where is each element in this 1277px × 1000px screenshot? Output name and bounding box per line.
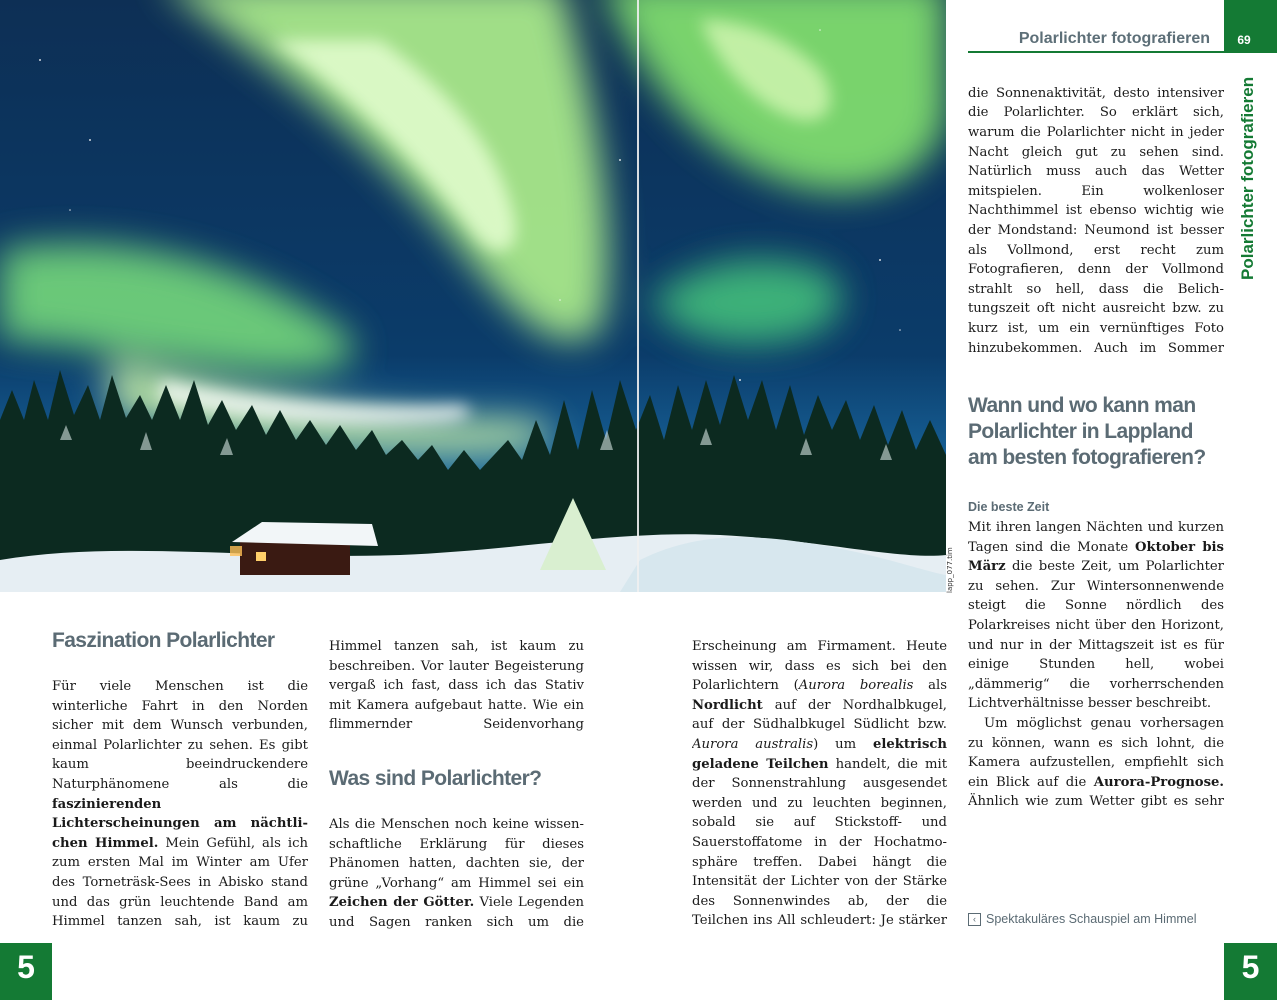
- paragraph-continued: Erscheinung am Firmament. Heute wissen wir, dass es sich bei den Polarlichtern (Aurora borealis als Nordlicht auf der Nordhalbkugel, auf der Südhalbkugel Südlicht bzw. Aurora australis) um elektrisch geladene Teilchen handelt, die mit der Sonnenstrahlung ausgesendet werden und zu leuchten beginnen, sobald sie auf Stickstoff- und Sauerstoffatome in der Hochatmosphäre treffen. Dabei hängt die Intensität der Lichter von der Stärke des Sonnenwindes ab, der die Teilchen ins All schleudert: Je stärker: [692, 638, 947, 929]
- column-2-bottom: [329, 815, 584, 933]
- column-3: [692, 637, 947, 933]
- header-rule: [968, 51, 1224, 53]
- paragraph: Als die Menschen noch keine wissenschaftliche Erklärung für dieses Phänomen hatten, dachten sie, der grüne „Vorhang“ am Himmel sei ein Zeichen der Götter. Viele Legenden und Sagen ranken sich um die: [329, 817, 584, 930]
- photo-arrow-icon: ‹: [968, 913, 981, 926]
- running-title: Polarlichter fotografieren: [1018, 30, 1210, 47]
- chapter-number: 5: [1241, 949, 1260, 985]
- paragraph: Mit ihren langen Nächten und kurzen Tagen sind die Monate Oktober bis März die beste Zeit, um Polarlichter zu sehen. Zur Wintersonnenwende steigt die Sonne nördlich des Polarkreises nicht über den Horizont, und nur in der Mittagszeit ist es für einige Stunden hell, wobei „dämmerig“ die vorherrschenden Lichtverhältnisse besser beschreibt.: [968, 520, 1224, 712]
- chapter-marker-right: [1224, 943, 1277, 1000]
- photo-caption: [968, 912, 1218, 926]
- chapter-marker-left: [0, 943, 52, 1000]
- section-heading-faszination: [52, 628, 308, 654]
- column-4-bottom: [968, 518, 1224, 814]
- side-chapter-title: Polarlichter fotografieren: [1238, 76, 1257, 280]
- aurora-photo: [0, 0, 946, 592]
- chapter-number: 5: [17, 949, 35, 985]
- paragraph-continued: Himmel tanzen sah, ist kaum zu beschreiben. Vor lauter Begeisterung vergaß ich fast, dass ich das Stativ mit Kamera aufgebaut hatte. Wie ein flimmernder Seidenvorhang: [329, 638, 584, 733]
- paragraph: Für viele Menschen ist die winterliche Fahrt in den Norden sicher mit dem Wunsch verbunden, einmal Polarlichter zu sehen. Es gibt kaum beeindruckendere Naturphänomene als die faszinierenden Lichterscheinungen am nächtlichen Himmel. Mein Gefühl, als ich zum ersten Mal im Winter am Ufer des Torneträsk-Sees in Abisko stand und das grün leuchtende Band am Himmel tanzen sah, ist kaum zu: [52, 679, 308, 930]
- column-4-top: [968, 84, 1224, 360]
- column-2-top: [329, 637, 584, 735]
- caption-text: Spektakuläres Schauspiel am Himmel: [986, 912, 1197, 926]
- photo-credit: lapp_077.tim: [946, 547, 954, 593]
- section-heading-wann: [968, 393, 1224, 471]
- page-number: 69: [1237, 33, 1251, 47]
- column-1: [52, 677, 308, 933]
- section-heading-was-sind: [329, 766, 584, 792]
- subheading-beste-zeit: [968, 500, 1224, 514]
- heading-text: Was sind Polarlichter?: [329, 767, 542, 790]
- heading-text: Faszination Polarlichter: [52, 629, 275, 652]
- paragraph-continued: die Sonnenaktivität, desto intensiver die Polarlichter. So erklärt sich, warum die Polarlichter nicht in jeder Nacht gleich gut zu sehen sind. Natürlich muss auch das Wetter mitspielen. Ein wolkenloser Nachthimmel ist ebenso wichtig wie der Mondstand: Neumond ist besser als Vollmond, erst recht zum Fotografieren, denn der Vollmond strahlt so hell, dass die Belichtungszeit oft nicht ausreicht bzw. zu kurz ist, um ein vernünftiges Foto hinzubekommen. Auch im Sommer: [968, 85, 1224, 356]
- paragraph: Um möglichst genau vorhersagen zu können, wann es sich lohnt, die Kamera aufzustellen, empfiehlt sich ein Blick auf die Aurora-Prognose. Ähnlich wie zum Wetter gibt es sehr: [968, 715, 1224, 810]
- heading-text: Wann und wo kann man Polarlichter in Lappland am besten fotografieren?: [968, 394, 1206, 469]
- subheading-text: Die beste Zeit: [968, 500, 1050, 514]
